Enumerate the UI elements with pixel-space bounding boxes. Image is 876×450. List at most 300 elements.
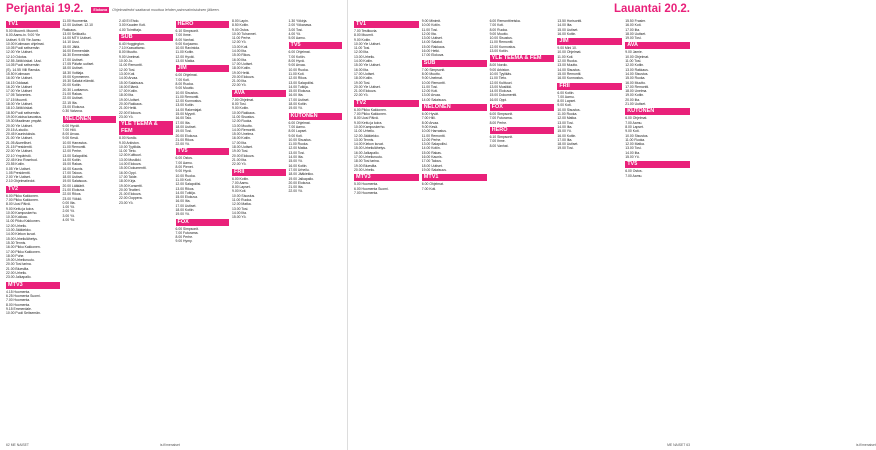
channel-header: FRII — [557, 83, 622, 90]
program-listing: 22.00 Yle Uutiset. — [6, 149, 33, 154]
program-listing: 19.00 Jalkapallo. — [288, 176, 314, 181]
program-listing: 6.00 Ohjelmat. — [288, 50, 311, 55]
listing-column — [557, 19, 622, 439]
program-listing: 13.00 Tennis. — [354, 137, 375, 142]
program-listing: 7.10 Kasvattamo. — [119, 46, 146, 51]
program-listing: 7.00 Pikku Kakkonen. — [354, 112, 387, 117]
listing-column — [490, 19, 555, 439]
program-listing: 18.00 Uutiset. — [421, 163, 443, 168]
program-listing: 18.00 Tosi tarina. — [354, 159, 380, 164]
channel-header: TV1 — [6, 21, 60, 28]
program-listing: 9.00 Koti. — [625, 129, 640, 134]
program-listing: 7.00 Ohjelmat. — [232, 97, 255, 102]
program-listing: 7.00 Aamu. — [625, 120, 643, 125]
program-listing: 19.00 Konsertti. — [119, 183, 143, 188]
program-listing: 7.00 Kotiin. — [288, 54, 306, 59]
channel-header: AVA — [625, 42, 690, 49]
program-listing: 20.00 Yle Uutiset. — [354, 84, 381, 89]
program-listing: 9.00 Koti. — [288, 133, 303, 138]
program-listing: 12.00 Kunnostus. — [175, 99, 202, 104]
program-listing: 10.00 Ohjelmat. — [625, 54, 650, 59]
channel-header: TV5 — [176, 148, 230, 155]
program-listing: 8.00 Nordic. — [119, 136, 138, 141]
program-listing: 11.00 Huomenta. — [62, 19, 89, 23]
program-listing: 20.00 Rakkaus. — [119, 102, 143, 107]
program-listing: 10.00 Sisustus. — [175, 90, 199, 95]
program-listing: 18.00 Ilta. — [119, 93, 134, 98]
program-listing: 7.00 Aamu. — [288, 124, 306, 129]
program-listing: 13.00 Tosi. — [288, 150, 305, 155]
program-listing: 0.05 Yle Uutiset. — [6, 166, 31, 171]
program-listing: 14.00 Sisustus. — [557, 67, 581, 72]
program-listing: 4.00 Yö. — [62, 218, 76, 223]
program-listing: 6.25 Huomenta Suomi. — [6, 293, 41, 298]
program-listing: 12.00 Rikos. — [288, 76, 308, 81]
program-listing: 15.00 Salaisuus. — [119, 80, 145, 85]
program-listing: 21.00 Ilta. — [288, 185, 304, 190]
program-listing: 7.00 Ihme. — [175, 33, 192, 38]
program-listing: 14.00 Ilta. — [557, 23, 573, 28]
program-listing: 8.50 Kotiin. — [232, 23, 249, 28]
program-listing: 5.00 Muumit. Muumit. — [6, 29, 39, 33]
channel-header: NELONEN — [63, 116, 117, 123]
program-listing: 19.00 Tosi. — [625, 36, 642, 41]
program-listing: 8.00 Lapset. — [557, 99, 577, 104]
program-listing: 10.00 Tyylikäs. — [489, 71, 512, 76]
program-listing: 19.00 Hetki. — [232, 70, 251, 75]
program-listing: 18.00 Kotiin. — [232, 66, 251, 71]
program-listing: 7.00 Testikuvia. — [354, 29, 378, 33]
program-listing: 15.50 Kotimaan — [6, 71, 30, 76]
program-listing: 14.00 Remontti. — [232, 127, 256, 132]
program-listing: 9.00 Arkiston. — [119, 140, 140, 145]
program-listing: 10.00 Remontti. — [421, 80, 446, 85]
program-listing: 8.00 Vanhat. — [489, 143, 509, 148]
program-listing: 14.10 Uusi. — [62, 40, 80, 45]
program-listing: 16.00 Koti. — [625, 23, 642, 28]
program-listing: 21.15 Presidentti. — [6, 145, 33, 150]
program-listing: 7.00 Futurama. — [489, 116, 513, 121]
program-listing: 16.00 Ilta. — [288, 93, 304, 98]
program-listing: 14.00 Ilta. — [232, 49, 247, 54]
program-listing: 0.30 Valvova. — [62, 109, 83, 114]
program-listing: 19.00 Yö. — [175, 212, 190, 217]
program-listing: 15.00 Yö. — [232, 215, 247, 220]
program-listing: 10.00 Ohjelmat. — [557, 50, 582, 55]
program-listing: 6.00 Kotiin. — [232, 176, 249, 181]
program-listing: 5.00 Aamu. — [288, 36, 306, 41]
program-listing: 9.00 Arvaa. — [288, 63, 306, 68]
program-listing: 11.00 Ruoka. — [288, 142, 309, 147]
program-listing: 19.30 Salatut elämät. — [62, 79, 95, 84]
program-listing: 10.00 Harrastus. — [421, 129, 447, 134]
program-listing: 11.00 Koti. — [557, 54, 574, 59]
left-teaser — [91, 7, 342, 13]
channel-header: KUTONEN — [625, 108, 690, 115]
program-listing: 22.00 Uutiset. — [62, 96, 84, 101]
program-listing: 15.50 Frasier. — [625, 19, 646, 23]
program-listing: 9.00 Kesä. — [62, 136, 79, 141]
left-day-title: Perjantai 19.2. — [6, 3, 84, 15]
program-listing: 21.00 Rikos. — [175, 137, 195, 142]
program-listing: 6.00 Ohjelmat. — [288, 120, 311, 125]
program-listing: 13.00 Muutto. — [557, 63, 579, 68]
program-listing: 21.00 Ilta. — [232, 157, 247, 162]
program-listing: 16.20 Yle Uutiset — [6, 84, 32, 89]
program-listing: 19.00 Urheiluruutu. — [6, 258, 35, 263]
program-listing: 17.00 Uutiset. — [288, 97, 310, 102]
program-listing: 14.00 Kotiin. — [421, 146, 441, 151]
program-listing: 6.00 Huomenta Suomi. — [354, 186, 389, 191]
program-listing: 21.05 Alueelliset. — [6, 140, 32, 145]
program-listing: 13.00 Matka. — [175, 59, 196, 64]
program-listing: 11.00 Urheilu. — [354, 129, 375, 134]
program-listing: 9.00 Kesä. — [421, 124, 439, 129]
channel-header: MTV1 — [422, 174, 487, 181]
program-listing: 11.00 Remontti. — [421, 133, 446, 138]
program-listing: 21.00 Bluesilta. — [6, 266, 30, 271]
program-listing: 10.00 Kampuskerho. — [6, 210, 38, 215]
program-listing: 23.00 Yökkö. — [62, 196, 83, 201]
program-listing: 16.00 Hetki. — [421, 49, 440, 54]
left-header — [6, 3, 342, 16]
listing-column — [63, 19, 117, 439]
program-listing: 10.00 Harrastus. — [62, 140, 88, 145]
program-listing: 16.00 Jalkapallo. — [354, 150, 380, 155]
channel-header: MTV3 — [354, 174, 419, 181]
program-listing: 6.00 Simpsonit. — [489, 112, 513, 117]
program-listing: 22.00 Yö. — [232, 162, 247, 167]
program-listing: 3.00 Kauden Koti. — [119, 23, 146, 28]
program-listing: 16.15 Oddasat. — [6, 80, 30, 85]
listing-column — [232, 19, 286, 439]
program-listing: 21.00 Ilta. — [232, 79, 247, 84]
program-listing: 10.00 Sisustus. — [232, 193, 256, 198]
program-listing: 16.00 Kotiin. — [232, 136, 251, 141]
right-footer-center: is.fi/menaiset — [856, 443, 876, 447]
left-listings — [6, 19, 342, 439]
program-listing: 14.00 Tutkija. — [175, 190, 196, 195]
program-listing: 12.00 Koti. — [421, 89, 439, 94]
program-listing: 12.00 Ruoka. — [232, 119, 253, 124]
program-listing: 16.00 Kotiin. — [288, 163, 308, 168]
program-listing: 9.00 Kotiin. — [232, 106, 249, 111]
program-listing: 12.00 Perhe. — [421, 137, 442, 142]
channel-header: KUTONEN — [289, 113, 343, 120]
program-listing: 14.00 Elokuva. — [489, 89, 513, 94]
program-listing: 10.00 Rakkaus. — [232, 110, 256, 115]
program-listing: 10.00 Ruoka. — [175, 173, 196, 178]
teaser-text: Ohjelmatiedot saattavat muuttua lehden painovalmistuksen jälkeen. — [112, 7, 220, 12]
program-listing: 21.00 Elokuva. — [354, 89, 377, 94]
program-listing: 11.00 Remontti. — [175, 94, 200, 99]
program-listing: 6.00 Pikku Kakkonen. — [6, 193, 39, 198]
program-listing: 9.00 Ostos. — [232, 27, 250, 32]
program-listing: 22.00 Yö. — [175, 142, 190, 147]
program-listing: 22.00 Yö. — [232, 83, 247, 88]
program-listing: 6.00 Hyvät. — [62, 123, 80, 128]
program-listing: 7.00 Koti. — [421, 186, 437, 191]
program-listing: 13.00 Salapoliisi. — [421, 142, 448, 147]
program-listing: 18.00 Kotiin. — [354, 76, 373, 81]
program-listing: 15.00 Yö. — [625, 155, 640, 160]
program-listing: 21.00 Rakas. — [62, 92, 83, 97]
program-listing: 6.10 Simpsonit. — [175, 29, 199, 33]
program-listing: 16.00 Ilta. — [354, 67, 369, 72]
program-listing: 7.00 Aamu. — [232, 180, 250, 185]
program-listing: 15.00 Yö. — [557, 129, 572, 134]
program-listing: 14.00 Sisustus. — [625, 71, 649, 76]
program-listing: 20.00 Elokuva. — [175, 133, 198, 138]
program-listing: 13.00 Tosi. — [625, 146, 642, 151]
program-listing: 20.15 A-studio. — [6, 127, 29, 132]
program-listing: 15.00 Rakas. — [421, 150, 442, 155]
program-listing: 8.00 Huomenta. — [6, 302, 31, 307]
program-listing: 19.00 Kotoisa kasvatus. — [6, 114, 43, 119]
right-footer — [667, 443, 690, 447]
right-header — [354, 3, 690, 16]
program-listing: 18.30 Voittaja. — [62, 70, 84, 75]
program-listing: 21.00 Uutiset. — [625, 102, 647, 107]
program-listing: 13.00 Tosi. — [557, 120, 574, 125]
program-listing: 13.00 Tosi. — [232, 206, 249, 211]
program-listing: 11.00 Remontti. — [489, 40, 514, 45]
program-listing: 11.00 Remontti. — [62, 145, 87, 150]
program-listing: 18.00 Uutiset. — [232, 145, 253, 150]
program-listing: 20.00 Elokuva. — [232, 74, 255, 79]
program-listing: 13.00 Muutto. — [232, 123, 253, 128]
program-listing: 14.00 Kiekon kuvat. — [354, 142, 384, 147]
program-listing: 6.00 Pikku Kakkonen. — [354, 107, 387, 112]
program-listing: 14.00 Kotiin. — [354, 59, 373, 64]
program-listing: 11.00 Koti. — [175, 177, 192, 182]
program-listing: 10.00 Kampuskerho. — [354, 124, 386, 129]
program-listing: 7.00 Hiili. — [62, 127, 77, 132]
program-listing: 18.00 Uutiset. — [557, 142, 579, 147]
program-listing: 19.00 Bluesilta. — [354, 163, 378, 168]
program-listing: 7.00 Aamu. — [625, 173, 643, 178]
program-listing: 15.00 Jäitä. — [62, 44, 81, 49]
program-listing: 22.10 Ympäristö. — [6, 153, 32, 158]
program-listing: 7.00 Ihme. — [489, 139, 506, 144]
program-listing: 16.00 Kaunis. — [62, 166, 84, 171]
program-listing: 16.00 Kotiin. — [557, 31, 577, 36]
program-listing: 16.30 Emmerdale. — [62, 53, 91, 58]
program-listing: 8.00 Ruoka. — [489, 27, 508, 32]
program-listing: 2.00 Yle Uutiset. — [6, 175, 31, 180]
program-listing: 11.00 Koti. — [288, 71, 305, 76]
program-listing: 16.00 Oppi. — [489, 97, 508, 102]
program-listing: 15.00 Dokumentti. — [119, 166, 147, 171]
program-listing: 18.00 Kotiin. — [175, 207, 195, 212]
program-listing: 12.00 Uutiset. 12.10 — [62, 23, 93, 28]
program-listing: 23.00 Yö. — [119, 114, 134, 119]
program-listing: 10.05 Puoli seitsemän — [6, 46, 40, 51]
channel-header: TV5 — [625, 161, 690, 168]
program-listing: 17.05 Talonmies. — [6, 93, 32, 98]
program-listing: 4.00 Toimittaja. — [119, 27, 142, 32]
program-listing: 13.00 Kotiin. — [175, 103, 195, 108]
program-listing: 12.00 Perhe. — [62, 149, 82, 154]
program-listing: 7.00 Koti. — [175, 77, 190, 82]
program-listing: 12.00 Matka. — [232, 202, 252, 207]
channel-header: YLE TEEMA & FEM — [490, 55, 555, 62]
program-listing: 13.00 Koti. — [232, 44, 249, 49]
program-listing: 8.00 Lapset. — [625, 124, 644, 129]
program-listing: 9.00 Minimit. — [421, 19, 442, 23]
channel-header: NELONEN — [422, 104, 487, 111]
program-listing: 2.10 Ohjelmatiedot. — [6, 179, 36, 184]
program-listing: 17.00 Taide. — [119, 174, 138, 179]
listing-column — [354, 19, 419, 439]
teaser-badge: Elokuva — [93, 7, 108, 12]
program-listing: 16.00 Pikku Kakkonen. — [6, 245, 41, 250]
program-listing: 13.00 Salapoliisi. — [288, 80, 315, 85]
left-page — [0, 0, 348, 450]
program-listing: 21.00 Elokuva. — [62, 187, 85, 192]
program-listing: 20.00 Urheilu. — [354, 167, 376, 172]
program-listing: 16.00 Ilta. — [232, 57, 247, 62]
program-listing: 17.00 Ilta. — [232, 140, 247, 145]
program-listing: 12.55 Jäitä kiskat. Uusi. — [6, 59, 42, 64]
channel-header: HERO — [176, 21, 230, 28]
program-listing: 13.00 Koti. — [119, 71, 136, 76]
program-listing: 8.00 Lapset. — [232, 185, 251, 190]
program-listing: 6.00 Aamu-tv. 9.00 Yle — [6, 33, 40, 38]
program-listing: 13.00 Seikkailu. — [62, 31, 87, 36]
program-listing: 16.00 Kaunis. — [421, 155, 443, 160]
program-listing: 9.00 Hyvä. — [175, 169, 192, 174]
channel-header: JIM — [557, 38, 622, 45]
program-listing: 16.00 Kunnostus. — [557, 76, 584, 81]
program-listing: 15.00 Elokuva. — [288, 89, 311, 94]
channel-header: TV5 — [289, 42, 343, 49]
program-listing: 12.00 Urheilu. — [6, 223, 28, 228]
program-listing: 6.00 Kotiin. — [557, 90, 575, 95]
program-listing: 14.00 Ilta. — [557, 124, 573, 129]
program-listing: 15.00 Rikos. — [232, 53, 251, 58]
program-listing: 10.00 Sisustus. — [625, 133, 649, 138]
program-listing: 12.00 Yle Uutiset. — [6, 50, 33, 55]
program-listing: 9.00 Unelmat. — [119, 54, 141, 59]
program-listing: 15.00 Uutiset. — [557, 27, 579, 32]
program-listing: 9.00 Korjaamo. — [175, 41, 199, 46]
program-listing: 22.15 Ilta. — [62, 100, 78, 105]
program-listing: 11.00 Tosi. — [625, 59, 642, 64]
program-listing: 1.05 Presidentti. — [6, 170, 31, 175]
program-listing: 18.10 Jäitä kiskat. — [6, 106, 34, 111]
program-listing: 8.00 Muutto. — [421, 71, 441, 76]
program-listing: 14.00 Tutkija. — [288, 84, 309, 89]
program-listing: 15.00 Rakkaus. — [421, 44, 446, 49]
program-listing: 17.05 Päivän uutiset. — [62, 61, 95, 66]
program-listing: 17.15 Muumit. — [6, 97, 28, 102]
program-listing: 9.00 Unelmat. — [421, 76, 443, 81]
program-listing: 13.00 Musiikki. — [489, 84, 513, 89]
program-listing: 15.00 Yle Uutiset. — [354, 63, 381, 68]
program-listing: 18.00 Unelma. — [625, 89, 648, 94]
program-listing: 12.00 Matka. — [625, 142, 645, 147]
program-listing: 11.00 Tieto. — [489, 76, 508, 81]
program-listing: 14.00 Ilta. — [232, 210, 247, 215]
program-listing: 16.00 Ilta. — [175, 199, 191, 204]
program-listing: 17.00 Talous. — [421, 159, 442, 164]
program-listing: 9.00 Jamie. — [625, 50, 643, 55]
program-listing: 8.00 Perhe. — [489, 120, 508, 125]
program-listing: 15.00 Unelma. — [232, 132, 255, 137]
program-listing: 2.40 Ei Ehdo. — [119, 19, 140, 23]
listing-column — [289, 19, 343, 439]
program-listing: 10.00 Puoli Seitsemän. — [6, 311, 41, 316]
program-listing: 12.00 Kunnostus. — [489, 44, 516, 49]
program-listing: 10.00 Yle Uutiset. — [354, 41, 381, 46]
program-listing: 13.50 Horisontti. — [557, 19, 583, 23]
channel-header: FOX — [490, 104, 555, 111]
program-listing: 19.00 Kymmenen. — [62, 74, 91, 79]
program-listing: 7.00 Aamu. — [557, 94, 575, 99]
program-listing: 12.00 Jääkiekko. — [354, 133, 380, 138]
program-listing: 10.00 Kotimaan ohjelmat. — [6, 41, 45, 46]
program-listing: 8.00 Arvaa. — [421, 120, 439, 125]
channel-header: SUB — [119, 34, 173, 41]
program-listing: 19.00 Salaisuus. — [421, 167, 447, 172]
program-listing: 20.00 Lääkärit. — [62, 183, 85, 188]
program-listing: 18.00 Kirja. — [119, 179, 137, 184]
program-listing: 13.00 Rakkaus. — [625, 67, 649, 72]
program-listing: 8.00 Uusi Päivä. — [354, 116, 379, 121]
channel-header: FOX — [176, 219, 230, 226]
program-listing: 7.00 Simpsonit. — [421, 67, 446, 72]
program-listing: 22.00 Elokuva. — [119, 110, 142, 115]
program-listing: 16.00 Elämä. — [119, 84, 139, 89]
program-listing: 6.10 Simpsonit. — [489, 134, 513, 139]
program-listing: 23.55 Kotiin. — [6, 162, 25, 167]
program-listing: 7.00 Futurama. — [175, 230, 199, 235]
program-listing: 7.00 Aamu. — [175, 160, 193, 165]
channel-header: MTV3 — [6, 282, 60, 289]
program-listing: 17.00 Uutiset. — [62, 57, 84, 62]
program-listing: 11.00 Pikku Kakkonen. — [6, 219, 41, 224]
program-listing: 16.00 Talo. — [175, 116, 193, 121]
program-listing: 11.00 Perhe. — [232, 36, 252, 41]
program-listing: 1.00 Yö. — [62, 205, 76, 210]
listing-column — [625, 19, 690, 439]
program-listing: 12.00 Kotiin. — [625, 63, 645, 68]
program-listing: 15.00 Rakas. — [62, 162, 83, 167]
program-listing: 14.00 Ilta. — [625, 150, 641, 155]
program-listing: 11.00 Ruoka. — [557, 112, 578, 117]
program-listing: 7.00 Huomenta. — [354, 190, 379, 195]
program-listing: 10.00 Kotiin. — [421, 23, 441, 28]
program-listing: 4.00 Yö. — [288, 31, 302, 36]
program-listing: 9.00 Hymy. — [175, 239, 193, 244]
program-listing: 9.00 Muutto. — [175, 86, 195, 91]
program-listing: 19.00 Tosi. — [232, 149, 249, 154]
program-listing: 5.00 Huomenta. — [354, 182, 379, 187]
program-listing: 16.00 Muutto. — [625, 80, 646, 85]
program-listing: 16.00 Oppi. — [119, 170, 137, 175]
program-listing: 19.00 Tosi. — [354, 80, 371, 85]
program-listing: 12.00 Hyvät. — [175, 54, 195, 59]
program-listing: 22.00 Yö. — [288, 189, 303, 194]
program-listing: 6.00 Ohjelmat. — [421, 182, 444, 187]
program-listing: 14.00 Kiekon kuvat. — [6, 232, 36, 237]
channel-header: TV1 — [354, 21, 419, 28]
program-listing: 18.00 Puhe. — [6, 253, 25, 258]
program-listing: 11.00 Sisustus. — [232, 114, 255, 119]
program-listing: 17.00 Yle Uutiset — [6, 89, 32, 94]
program-listing: 19.00 Yö. — [288, 106, 303, 111]
